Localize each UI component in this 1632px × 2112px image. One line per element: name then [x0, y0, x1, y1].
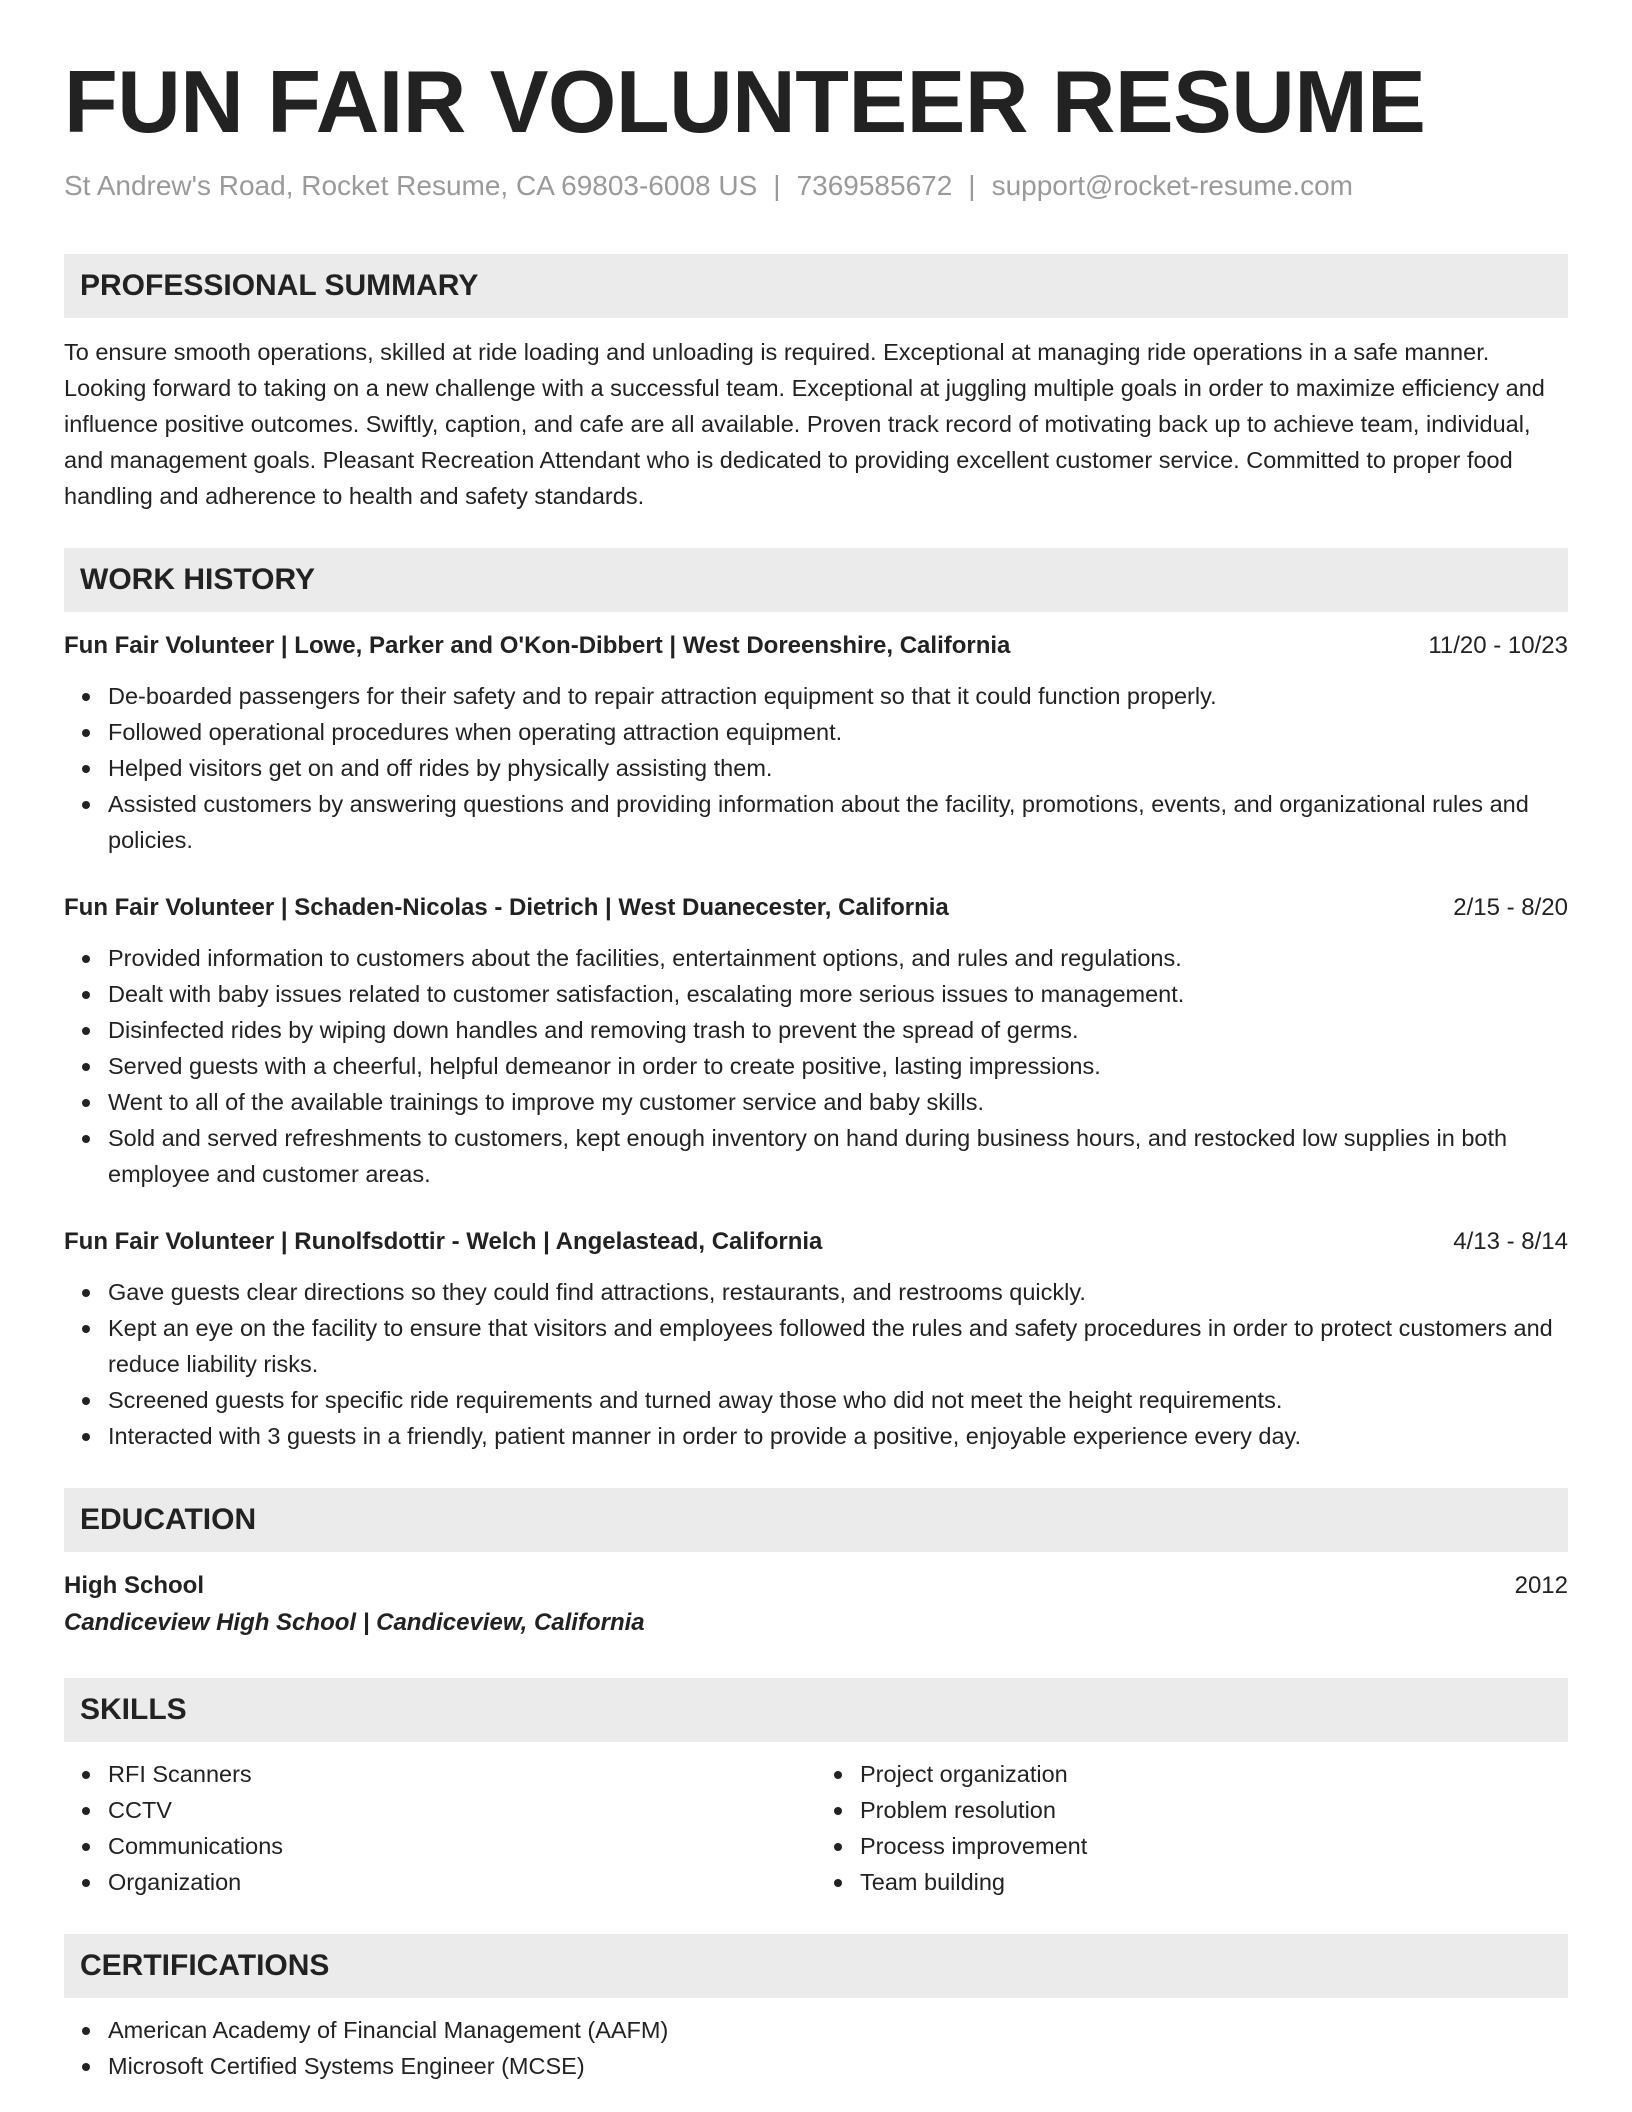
contact-separator: |: [773, 170, 781, 201]
job-bullets: [64, 1274, 1568, 1454]
contact-email: support@rocket-resume.com: [991, 170, 1354, 201]
skill-item: Team building: [860, 1864, 1568, 1900]
education-year: 2012: [1514, 1572, 1568, 1599]
section-heading-education: EDUCATION: [64, 1488, 1568, 1552]
job-bullets: [64, 940, 1568, 1192]
education-school: Candiceview High School | Candiceview, California: [64, 1609, 645, 1636]
contact-phone: 7369585672: [796, 170, 953, 201]
certification-item: Microsoft Certified Systems Engineer (MCSE): [108, 2048, 1568, 2084]
skill-item: RFI Scanners: [108, 1756, 816, 1792]
skill-item: Problem resolution: [860, 1792, 1568, 1828]
job-bullet: Gave guests clear directions so they could find attractions, restaurants, and restrooms quickly.: [108, 1274, 1568, 1310]
job-bullet: Screened guests for specific ride requirements and turned away those who did not meet the height requirements.: [108, 1382, 1568, 1418]
job-entry: [64, 890, 1568, 1192]
education-degree: High School: [64, 1572, 204, 1599]
skill-item: Project organization: [860, 1756, 1568, 1792]
section-heading-certifications: CERTIFICATIONS: [64, 1934, 1568, 1998]
job-bullet: Went to all of the available trainings to improve my customer service and baby skills.: [108, 1084, 1568, 1120]
contact-separator: |: [968, 170, 976, 201]
job-bullet: Disinfected rides by wiping down handles and removing trash to prevent the spread of germs.: [108, 1012, 1568, 1048]
certifications-list: [64, 2012, 1568, 2084]
job-entry: [64, 628, 1568, 858]
job-title: Fun Fair Volunteer | Runolfsdottir - Welch | Angelastead, California: [64, 1228, 823, 1255]
job-bullet: De-boarded passengers for their safety and to repair attraction equipment so that it could function properly.: [108, 678, 1568, 714]
contact-address: St Andrew's Road, Rocket Resume, CA 69803-6008 US: [64, 170, 758, 201]
summary-text: To ensure smooth operations, skilled at ride loading and unloading is required. Exceptional at managing ride operations in a safe manner. Looking forward to taking on a new challenge with a successful team. Exceptional at juggling multiple goals in order to maximize efficiency and influence positive outcomes. Swiftly, caption, and cafe are all available. Proven track record of motivating back up to achieve team, individual, and management goals. Pleasant Recreation Attendant who is dedicated to providing excellent customer service. Committed to proper food handling and adherence to health and safety standards.: [64, 339, 1545, 509]
job-bullet: Served guests with a cheerful, helpful demeanor in order to create positive, lasting impressions.: [108, 1048, 1568, 1084]
education-entry: [64, 1568, 1568, 1642]
job-title: Fun Fair Volunteer | Lowe, Parker and O'Kon-Dibbert | West Doreenshire, California: [64, 632, 1011, 659]
job-dates: 2/15 - 8/20: [1453, 894, 1568, 921]
skill-item: Process improvement: [860, 1828, 1568, 1864]
contact-line: [64, 168, 1568, 204]
skills-column-left: [64, 1756, 816, 1900]
job-bullet: Followed operational procedures when operating attraction equipment.: [108, 714, 1568, 750]
job-bullet: Helped visitors get on and off rides by physically assisting them.: [108, 750, 1568, 786]
job-bullet: Kept an eye on the facility to ensure that visitors and employees followed the rules and safety procedures in order to protect customers and reduce liability risks.: [108, 1310, 1568, 1382]
job-bullet: Assisted customers by answering questions and providing information about the facility, promotions, events, and organizational rules and policies.: [108, 786, 1568, 858]
section-heading-summary: PROFESSIONAL SUMMARY: [64, 254, 1568, 318]
skills-list: [64, 1756, 1568, 1900]
job-dates: 4/13 - 8/14: [1453, 1228, 1568, 1255]
job-entry: [64, 1224, 1568, 1454]
job-bullet: Sold and served refreshments to customers, kept enough inventory on hand during business hours, and restocked low supplies in both employee and customer areas.: [108, 1120, 1568, 1192]
job-title: Fun Fair Volunteer | Schaden-Nicolas - Dietrich | West Duanecester, California: [64, 894, 949, 921]
job-dates: 11/20 - 10/23: [1428, 632, 1568, 659]
resume-title: FUN FAIR VOLUNTEER RESUME: [64, 52, 1426, 151]
job-bullet: Provided information to customers about the facilities, entertainment options, and rules and regulations.: [108, 940, 1568, 976]
section-heading-work-history: WORK HISTORY: [64, 548, 1568, 612]
skills-column-right: [816, 1756, 1568, 1900]
skill-item: CCTV: [108, 1792, 816, 1828]
skill-item: Communications: [108, 1828, 816, 1864]
job-bullet: Interacted with 3 guests in a friendly, patient manner in order to provide a positive, enjoyable experience every day.: [108, 1418, 1568, 1454]
skill-item: Organization: [108, 1864, 816, 1900]
section-heading-skills: SKILLS: [64, 1678, 1568, 1742]
certification-item: American Academy of Financial Management (AAFM): [108, 2012, 1568, 2048]
job-bullet: Dealt with baby issues related to customer satisfaction, escalating more serious issues to management.: [108, 976, 1568, 1012]
job-bullets: [64, 678, 1568, 858]
